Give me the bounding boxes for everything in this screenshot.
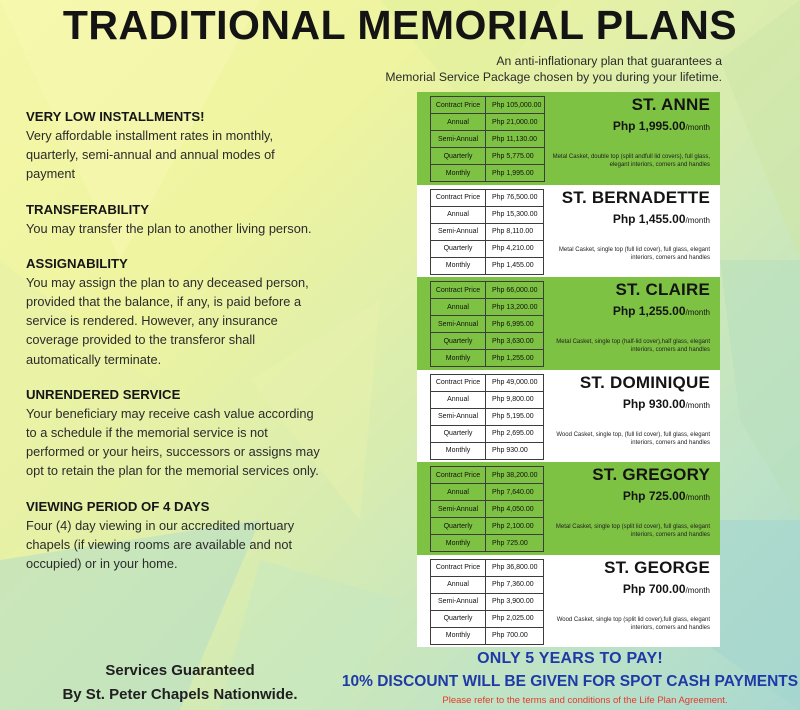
rate-label: Quarterly bbox=[431, 425, 486, 442]
plan-name: ST. CLAIRE bbox=[615, 280, 710, 299]
rate-label: Contract Price bbox=[431, 282, 486, 299]
price-amount: Php 700.00 bbox=[622, 581, 686, 596]
rate-value: Php 66,000.00 bbox=[486, 282, 544, 299]
rate-label: Semi-Annual bbox=[431, 316, 486, 333]
feature-heading: TRANSFERABILITY bbox=[26, 201, 150, 217]
plan-monthly-price bbox=[613, 212, 710, 226]
page-subtitle bbox=[342, 53, 722, 85]
plan-name: ST. DOMINIQUE bbox=[579, 372, 710, 392]
feature-body: You may assign the plan to any deceased person, provided that the balance, if any, is paid before a service is rendered. However, any insurance coverage provided to the transferor shall automatically terminate. bbox=[26, 274, 309, 367]
rate-row bbox=[431, 299, 544, 316]
rate-label: Contract Price bbox=[431, 374, 486, 391]
rate-value: Php 1,995.00 bbox=[486, 165, 545, 182]
rate-row bbox=[431, 282, 544, 299]
guarantee-line-1: Services Guaranteed bbox=[105, 662, 255, 679]
rate-label: Semi-Annual bbox=[431, 131, 486, 148]
plan-name: ST. BERNADETTE bbox=[561, 187, 710, 207]
plan-card-st-claire bbox=[417, 277, 720, 370]
rate-row bbox=[431, 442, 544, 459]
rate-value: Php 76,500.00 bbox=[486, 189, 544, 206]
plan-card-st-gregory bbox=[417, 462, 720, 555]
rate-row bbox=[431, 333, 544, 350]
rate-value: Php 4,210.00 bbox=[486, 240, 544, 257]
plan-monthly-price bbox=[613, 119, 710, 133]
plan-name: ST. GEORGE bbox=[604, 557, 710, 577]
rate-label: Semi-Annual bbox=[431, 408, 486, 425]
rate-row bbox=[431, 165, 545, 182]
feature-heading: VIEWING PERIOD OF 4 DAYS bbox=[26, 498, 210, 514]
price-amount: Php 1,255.00 bbox=[612, 304, 686, 318]
plan-name: ST. GREGORY bbox=[592, 465, 710, 484]
services-guarantee bbox=[30, 659, 330, 707]
rate-value: Php 13,200.00 bbox=[486, 299, 544, 316]
rate-label: Contract Price bbox=[431, 467, 486, 484]
rate-label: Annual bbox=[431, 206, 486, 223]
feature-body: Four (4) day viewing in our accredited mortuary chapels (if viewing rooms are available and not occupied) or in your home. bbox=[26, 517, 295, 572]
feature-heading: UNRENDERED SERVICE bbox=[26, 386, 181, 402]
rate-value: Php 930.00 bbox=[486, 442, 544, 459]
rate-label: Quarterly bbox=[431, 610, 486, 627]
rate-value: Php 3,900.00 bbox=[486, 593, 544, 610]
rate-row bbox=[431, 593, 544, 610]
plan-card-st-bernadette bbox=[417, 185, 720, 278]
plan-description: Metal Casket, single top (split lid cover), full glass, elegant interiors, corners and handles bbox=[555, 524, 710, 539]
plan-rate-table bbox=[430, 189, 544, 275]
rate-row bbox=[431, 484, 544, 501]
rate-label: Quarterly bbox=[431, 240, 486, 257]
rate-label: Quarterly bbox=[431, 518, 486, 535]
rate-row bbox=[431, 501, 544, 518]
rate-label: Monthly bbox=[431, 535, 486, 552]
rate-row bbox=[431, 627, 544, 644]
page-title: TRADITIONAL MEMORIAL PLANS bbox=[62, 2, 738, 48]
rate-label: Monthly bbox=[431, 350, 486, 367]
rate-value: Php 15,300.00 bbox=[486, 206, 544, 223]
rate-label: Monthly bbox=[431, 627, 486, 644]
price-period: /month bbox=[685, 585, 710, 595]
plan-card-st-dominique bbox=[417, 370, 720, 463]
rate-row bbox=[431, 97, 545, 114]
rate-value: Php 21,000.00 bbox=[486, 114, 545, 131]
price-amount: Php 1,455.00 bbox=[612, 211, 686, 226]
payment-term-banner: ONLY 5 YEARS TO PAY! bbox=[477, 650, 663, 667]
price-amount: Php 1,995.00 bbox=[612, 119, 686, 133]
rate-value: Php 2,100.00 bbox=[486, 518, 544, 535]
feature-body: You may transfer the plan to another living person. bbox=[26, 220, 312, 236]
rate-label: Monthly bbox=[431, 442, 486, 459]
plan-monthly-price bbox=[613, 304, 710, 318]
rate-value: Php 4,050.00 bbox=[486, 501, 544, 518]
price-period: /month bbox=[685, 400, 710, 410]
discount-banner: 10% DISCOUNT WILL BE GIVEN FOR SPOT CASH PAYMENTS bbox=[341, 673, 799, 690]
rate-row bbox=[431, 467, 544, 484]
plan-rate-table bbox=[430, 281, 544, 367]
rate-value: Php 8,110.00 bbox=[486, 223, 544, 240]
subtitle-line-1: An anti-inflationary plan that guarantees a bbox=[496, 54, 722, 68]
plan-monthly-price bbox=[623, 397, 710, 411]
rate-label: Contract Price bbox=[431, 559, 486, 576]
plan-rate-table bbox=[430, 96, 545, 182]
rate-row bbox=[431, 189, 544, 206]
rate-label: Contract Price bbox=[431, 189, 486, 206]
guarantee-line-2: By St. Peter Chapels Nationwide. bbox=[62, 686, 298, 703]
feature-body: Your beneficiary may receive cash value according to a schedule if the memorial service is not performed or your heirs, successors or assigns may opt to retain the plan for the memorial services only. bbox=[26, 405, 320, 479]
plan-rate-table bbox=[430, 466, 544, 552]
rate-value: Php 6,995.00 bbox=[486, 316, 544, 333]
rate-value: Php 38,200.00 bbox=[486, 467, 544, 484]
rate-row bbox=[431, 131, 545, 148]
rate-row bbox=[431, 114, 545, 131]
rate-row bbox=[431, 350, 544, 367]
rate-value: Php 11,130.00 bbox=[486, 131, 545, 148]
rate-label: Quarterly bbox=[431, 333, 486, 350]
rate-label: Monthly bbox=[431, 257, 486, 274]
plan-description: Metal Casket, single top (half-lid cover),half glass, elegant interiors, corners and handles bbox=[556, 339, 710, 354]
rate-value: Php 9,800.00 bbox=[486, 391, 544, 408]
terms-note: Please refer to the terms and conditions of the Life Plan Agreement. bbox=[442, 695, 728, 706]
rate-label: Quarterly bbox=[431, 148, 486, 165]
rate-label: Contract Price bbox=[431, 97, 486, 114]
rate-value: Php 7,360.00 bbox=[486, 576, 544, 593]
rate-row bbox=[431, 559, 544, 576]
rate-row bbox=[431, 206, 544, 223]
plan-card-st-george bbox=[417, 555, 720, 648]
rate-label: Semi-Annual bbox=[431, 223, 486, 240]
plan-description: Metal Casket, double top (split andfull lid covers), full glass, elegant interiors, corners and handles bbox=[552, 154, 710, 169]
rate-row bbox=[431, 425, 544, 442]
feature-viewing-period bbox=[26, 498, 326, 574]
rate-value: Php 725.00 bbox=[486, 535, 544, 552]
rate-label: Annual bbox=[431, 576, 486, 593]
rate-row bbox=[431, 610, 544, 627]
plan-description: Wood Casket, single top, (full lid cover), full glass, elegant interiors, corners and handles bbox=[556, 431, 710, 446]
rate-label: Semi-Annual bbox=[431, 501, 486, 518]
rate-value: Php 1,455.00 bbox=[486, 257, 544, 274]
rate-row bbox=[431, 223, 544, 240]
rate-row bbox=[431, 576, 544, 593]
rate-row bbox=[431, 257, 544, 274]
rate-value: Php 700.00 bbox=[486, 627, 544, 644]
rate-value: Php 36,800.00 bbox=[486, 559, 544, 576]
rate-label: Annual bbox=[431, 484, 486, 501]
rate-value: Php 1,255.00 bbox=[486, 350, 544, 367]
rate-row bbox=[431, 391, 544, 408]
plan-rate-table bbox=[430, 374, 544, 460]
subtitle-line-2: Memorial Service Package chosen by you during your lifetime. bbox=[385, 70, 722, 84]
rate-label: Annual bbox=[431, 391, 486, 408]
feature-body: Very affordable installment rates in monthly, quarterly, semi-annual and annual modes of payment bbox=[26, 128, 275, 182]
rate-value: Php 2,025.00 bbox=[486, 610, 544, 627]
plan-description: Wood Casket, single top (split lid cover),full glass, elegant interiors, corners and handles bbox=[556, 616, 710, 631]
price-period: /month bbox=[685, 123, 710, 132]
rate-label: Semi-Annual bbox=[431, 593, 486, 610]
feature-installments bbox=[26, 108, 326, 184]
rate-value: Php 7,640.00 bbox=[486, 484, 544, 501]
rate-row bbox=[431, 535, 544, 552]
plan-list bbox=[417, 92, 720, 647]
plan-monthly-price bbox=[623, 489, 710, 503]
rate-label: Annual bbox=[431, 114, 486, 131]
rate-row bbox=[431, 518, 544, 535]
rate-row bbox=[431, 408, 544, 425]
rate-label: Annual bbox=[431, 299, 486, 316]
plan-monthly-price bbox=[623, 582, 710, 596]
rate-label: Monthly bbox=[431, 165, 486, 182]
rate-value: Php 5,195.00 bbox=[486, 408, 544, 425]
rate-row bbox=[431, 240, 544, 257]
feature-unrendered-service bbox=[26, 386, 326, 481]
feature-heading: VERY LOW INSTALLMENTS! bbox=[26, 109, 205, 124]
plan-rate-table bbox=[430, 559, 544, 645]
price-period: /month bbox=[685, 308, 710, 317]
rate-value: Php 49,000.00 bbox=[486, 374, 544, 391]
plan-description: Metal Casket, single top (full lid cover), full glass, elegant interiors, corners and handles bbox=[558, 246, 710, 261]
rate-value: Php 105,000.00 bbox=[486, 97, 545, 114]
rate-value: Php 3,630.00 bbox=[486, 333, 544, 350]
rate-value: Php 2,695.00 bbox=[486, 425, 544, 442]
plan-name: ST. ANNE bbox=[631, 95, 710, 114]
feature-heading: ASSIGNABILITY bbox=[26, 255, 128, 271]
rate-value: Php 5,775.00 bbox=[486, 148, 545, 165]
plan-card-st-anne bbox=[417, 92, 720, 185]
feature-assignability bbox=[26, 255, 326, 369]
rate-row bbox=[431, 148, 545, 165]
price-amount: Php 930.00 bbox=[622, 396, 686, 411]
feature-list bbox=[26, 108, 326, 590]
feature-transferability bbox=[26, 201, 326, 238]
price-period: /month bbox=[685, 215, 710, 225]
price-amount: Php 725.00 bbox=[622, 489, 686, 503]
price-period: /month bbox=[685, 493, 710, 502]
rate-row bbox=[431, 316, 544, 333]
rate-row bbox=[431, 374, 544, 391]
